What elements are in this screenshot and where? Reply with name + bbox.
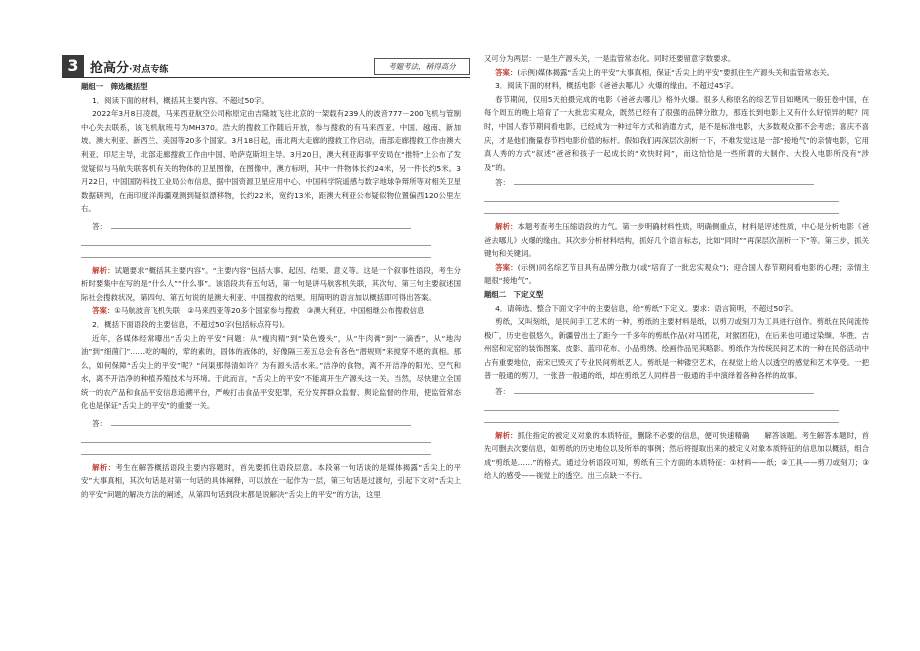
header-rule [62, 77, 470, 78]
answer-2-line[interactable] [111, 417, 411, 426]
answer-2-prompt [81, 417, 461, 431]
answer-3-line-2[interactable] [484, 190, 839, 202]
question-4-text: 剪纸，又叫刻纸，是民间手工艺术的一种，剪纸的主要材料是纸，以剪刀或刻刀为工具进行创作。剪纸在民间流传极广，历史也很悠久，新疆曾出土了距今一千多年的剪纸作品(对马团花，对猴团花)，在后来也可通过染缬、华胜、吉州窑和定窑的装饰图案、皮影、蓝印花布、小品剪绣、绘画作品见其略影。剪纸作为传统民间艺术的一种在民俗活动中占有重要地位，南宋已毁灭了专业民间剪纸艺人。剪纸是一种镂空艺术，在视觉上给人以透空的感觉和艺术享受。一把普一般通的剪刀，一张普一般通的纸，却在剪纸艺人同样普一般通的手中演绎着各种各样的故事。 [484, 317, 869, 381]
answer-3-line[interactable] [514, 176, 814, 185]
section-header [62, 55, 470, 77]
group2-title: 题组二 下定义型 [484, 289, 544, 299]
answer-3-text: (示例)同名综艺节目具有品牌分散力(或“培育了一批忠实观众”)；迎合国人春节期间看电影的心理；亲情主题很“接地气”。 [484, 262, 869, 286]
analysis-4-label: 解析： [495, 430, 518, 440]
analysis-4 [484, 429, 869, 483]
answer-label: 答： [92, 221, 107, 231]
question-3: 3．阅读下面的材料，概括电影《爸爸去哪儿》火爆的缘由。不超过45字。 [495, 81, 739, 91]
right-column [484, 52, 869, 483]
answer-1-line[interactable] [111, 220, 411, 229]
answer-4-line-2[interactable] [484, 399, 839, 411]
answer-label: 答： [495, 178, 510, 188]
answer-3 [484, 261, 869, 288]
section-title-main: 抢高分 [90, 61, 130, 76]
analysis-2-text: 考生在解答概括语段主要内容题时，首先要抓住语段层意。本段第一句话谈的是媒体揭露“舌尖上的平安”大事真相，其次句话是对第一句话的具体阐释，可以放在一起作为一层，第三句话是过渡句，引起下文对“舌尖上的平安”问题的解决方法的阐述，从第四句话到段末都是说解决“舌尖上的平安”的方法，这里 [81, 462, 461, 499]
analysis-1-text: 试题要求“概括其主要内容”。“主要内容”包括大事、起因、结果、意义等。这是一个叙事性语段，考生分析时要集中在写的是“什么人”“什么事”。该语段共有五句话，第一句是讲马航客机失联，其次句、第三句主要叙述国际社会搜救状况，第四句、第五句说的是澳大利亚、中国搜救的结果。用简明的语言加以概括即可得出答案。 [81, 265, 461, 302]
answer-2-line-3[interactable] [81, 443, 431, 455]
analysis-4-text: 抓住指定的被定义对象的本质特征，删除不必要的信息，便可快速精确 解答该题。考生解答本题时，首先可删去次要信息，如剪纸的历史地位以及所举的事例；然后将提取出来的被定义对象本质特征的信息加以概括，组合成“剪纸是……”的格式。通过分析语段可知，剪纸有三个方面的本质特征：①材料——纸；②工具——剪刀或刻刀；③给人的感受——视觉上的透空。出三点缺一不行。 [484, 430, 869, 481]
analysis-2-continued: 又可分为两层：一是生产源头关，一是监管常态化。同时还要留意字数要求。 [484, 54, 736, 63]
answer-label: 答： [495, 387, 510, 397]
analysis-3-label: 解析： [495, 221, 518, 231]
analysis-2-label: 解析： [92, 462, 116, 472]
answer-3-prompt [484, 176, 869, 190]
section-title-sub: ·对点专练 [129, 65, 169, 75]
answer-2-label: 答案： [495, 67, 518, 77]
header-banner: 考题考法，稍得高分 [374, 58, 470, 75]
question-2-text: 近年，各媒体经常曝出“舌尖上的平安”问题：从“瘦肉精”到“染色馒头”，从“牛肉膏”到“一滴香”，从“地沟油”到“细菌门”……吃的喝的，荤的素的，固体的液体的，好像隔三差五总会有各色“潜规则”来搅穿不堪的真相。那么，如何保障“舌尖上的平安”呢？“问渠那得清如许？为有源头活水来。”洁净的食物，离不开洁净的阳光、空气和水，离不开洁净的种植养殖技术与环境。于此而言，“舌尖上的平安”不能离开生产源头这一关。当然，尽快建立全国统一的农产品和食品平安信息追溯平台，严峻打击食品平安犯罪，充分发挥群众监督、舆论监督的作用，使监管常态化也是保证“舌尖上的平安”的重要一关。 [81, 333, 461, 411]
answer-1-line-2[interactable] [81, 234, 431, 246]
answer-4-prompt [484, 385, 869, 399]
answer-2 [484, 66, 869, 80]
analysis-2 [81, 461, 461, 502]
group1-title: 题组一 筛选概括型 [81, 82, 148, 91]
answer-3-label: 答案： [495, 262, 518, 272]
analysis-3-text: 本题考查考生压缩语段的力气。第一步明确材料性质，明确侧重点，材料是评述性质，中心是分析电影《爸爸去哪儿》火爆的缘由。其次步分析材料结构，抓好几个语言标志，比如“同时”“再深层次剖析一下”等。第三步，抓关键句和关键词。 [484, 221, 869, 259]
answer-1-line-3[interactable] [81, 246, 431, 258]
analysis-3 [484, 220, 869, 261]
answer-4-line-3[interactable] [484, 411, 839, 423]
left-column [81, 80, 461, 501]
answer-2-text: (示例)媒体揭露“舌尖上的平安”大事真相，保证“舌尖上的平安”要抓住生产源头关和监管常态关。 [517, 67, 834, 77]
answer-1-label: 答案： [92, 306, 115, 316]
question-3-text: 春节期间，仅用5天拍摄完成的电影《爸爸去哪儿》格外火爆。很多人称原名的综艺节目如飓风一般狂卷中国，在每个周五的晚上培育了一大批忠实观众，既然已经有了很强的品牌分散力，那连长到电影上又有什么好惊异的呢？同时，中国人春节期间看电影，已经成为一种过年方式和消遣方式，是不是标准电影，大多数观众都不会考虑；喜庆不喜庆，才是他们衡量春节档电影价值的标杆。假如我们再深层次剖析一下，不难发觉这是一部“接地气”的亲情电影，它用真人秀的方式“叙述”爸爸和孩子一起成长的“欢快时间”，而这恰恰是一些所谓的大制作、大投入电影所没有“涉及”的。 [484, 94, 869, 172]
answer-1-text: ①马航波音飞机失联 ②马来西亚等20多个国家参与搜救 ③澳大利亚、中国相继公布搜救信息 [114, 306, 425, 316]
answer-1 [81, 304, 461, 318]
answer-1-prompt [81, 220, 461, 234]
answer-3-line-3[interactable] [484, 202, 839, 214]
answer-label: 答： [92, 419, 107, 429]
section-title [90, 57, 168, 76]
answer-4-line[interactable] [514, 385, 814, 394]
question-1: 1．阅读下面的材料，概括其主要内容。不超过50字。 [92, 95, 269, 105]
question-2: 2．概括下面语段的主要信息，不超过50字(包括标点符号)。 [92, 319, 290, 329]
analysis-1-label: 解析： [92, 265, 115, 275]
question-4: 4．请筛选、整合下面文字中的主要信息，给“剪纸”下定义。要求：语言简明，不超过50字。 [495, 303, 798, 313]
section-number: 3 [62, 55, 84, 77]
question-1-text: 2022年3月8日凌晨，马来西亚航空公司称原定由吉隆坡飞往北京的一架载有239人的波音777－200飞机与管制中心失去联系，该飞机航班号为MH370。浩大的搜救工作随后开放，参与搜救的有马来西亚、中国、越南、新加坡、澳大利亚、新西兰、美国等20多个国家。3月18日起，南北两大走廊的搜救工作启动，南部走廊搜救工作由澳大利亚、印尼主导，北部走廊搜救工作由中国、哈萨克斯坦主导。3月20日，澳大利亚海事平安局在“推特”上公布了发觉疑似与马航失联客机有关的物体的卫星图像，在图像中，澳方标明，其中一件物体长约24米，另一件长约5米。3月22日，中国国防科技工业局公布信息，据中国资源卫星应用中心、中国科学院遥感与数字地球争辩所等对相关卫星数据研判，在南印度洋海疆观测到疑似漂移物，长约22米，宽约13米，距澳大利亚公布疑似物位置偏西120公里左右。 [81, 109, 461, 214]
analysis-1 [81, 264, 461, 305]
answer-2-line-2[interactable] [81, 431, 431, 443]
